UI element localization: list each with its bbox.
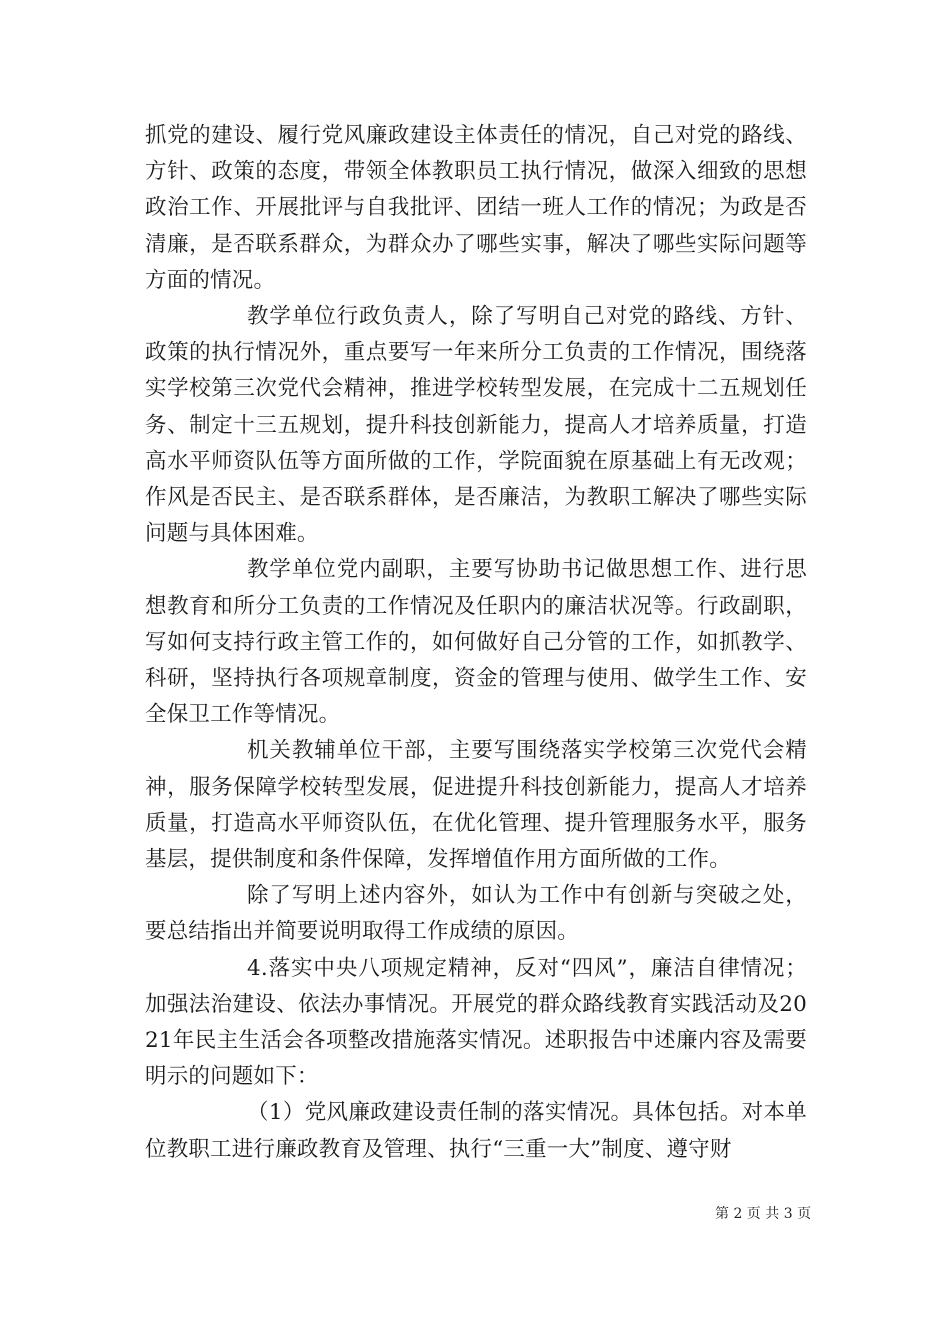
page-number-footer: 第 2 页 共 3 页 [715,1206,812,1222]
paragraph-sub-item-1: （1）党风廉政建设责任制的落实情况。具体包括。对本单位教职工进行廉政教育及管理、执行“三重一大”制度、遵守财 [145,1100,807,1162]
document-body [145,118,807,1168]
paragraph-agency-cadre: 机关教辅单位干部，主要写围绕落实学校第三次党代会精神，服务保障学校转型发展，促进提升科技创新能力，提高人才培养质量，打造高水平师资队伍，在优化管理、提升管理服务水平，服务基层，提供制度和条件保障，发挥增值作用方面所做的工作。 [145,738,807,873]
paragraph-continued: 抓党的建设、履行党风廉政建设主体责任的情况，自己对党的路线、方针、政策的态度，带领全体教职员工执行情况，做深入细致的思想政治工作、开展批评与自我批评、团结一班人工作的情况；为政是否清廉，是否联系群众，为群众办了哪些实事，解决了哪些实际问题等方面的情况。 [145,123,807,293]
paragraph-admin-head: 教学单位行政负责人，除了写明自己对党的路线、方针、政策的执行情况外，重点要写一年来所分工负责的工作情况，围绕落实学校第三次党代会精神，推进学校转型发展，在完成十二五规划任务、制定十三五规划，提升科技创新能力，提高人才培养质量，打造高水平师资队伍等方面所做的工作，学院面貌在原基础上有无改观；作风是否民主、是否联系群体，是否廉洁，为教职工解决了哪些实际问题与具体困难。 [145,304,807,547]
paragraph-item-4: 4.落实中央八项规定精神，反对“四风”，廉洁自律情况；加强法治建设、依法办事情况。开展党的群众路线教育实践活动及2021年民主生活会各项整改措施落实情况。述职报告中述廉内容及需要明示的问题如下： [145,955,807,1090]
paragraph-deputy: 教学单位党内副职，主要写协助书记做思想工作、进行思想教育和所分工负责的工作情况及任职内的廉洁状况等。行政副职，写如何支持行政主管工作的，如何做好自己分管的工作，如抓教学、科研，坚持执行各项规章制度，资金的管理与使用、做学生工作、安全保卫工作等情况。 [145,557,807,728]
paragraph-innovation: 除了写明上述内容外，如认为工作中有创新与突破之处，要总结指出并简要说明取得工作成绩的原因。 [145,883,807,945]
